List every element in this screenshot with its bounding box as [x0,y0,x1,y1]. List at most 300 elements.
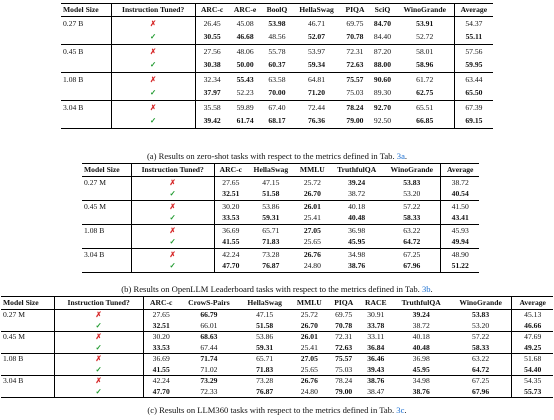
score-cell: 65.71 [247,225,294,237]
score-cell: 45.13 [524,310,542,320]
score-cell: 36.98 [330,225,383,237]
score-cell: 65.71 [239,354,290,365]
table-row [82,213,479,225]
score-cell: 39.42 [195,115,229,129]
column-header: ARC-c [214,164,247,177]
score-cell: 84.70 [373,18,391,28]
score-cell: 30.20 [214,201,247,213]
column-header: WinoGrande [383,164,441,177]
column-header: ARC-e [229,4,262,17]
score-cell: 88.00 [373,60,391,70]
score-cell: 26.01 [290,332,328,343]
cross-icon: ✗ [54,376,143,387]
table-row [1,365,553,376]
score-cell: 25.65 [300,364,318,374]
score-cell: 49.94 [451,237,469,247]
score-cell: 70.78 [335,320,353,330]
checkmark-icon: ✓ [54,365,143,376]
score-cell: 72.63 [346,60,364,70]
score-cell: 58.33 [450,343,512,354]
score-cell: 38.72 [348,189,366,199]
table-row [82,249,479,261]
score-cell: 25.65 [303,237,321,247]
score-cell: 41.50 [441,201,479,213]
score-cell: 70.78 [346,32,364,42]
cross-icon: ✗ [111,17,195,31]
cross-icon: ✗ [131,249,214,261]
score-cell: 53.86 [247,201,294,213]
score-cell: 76.87 [247,261,294,273]
score-cell: 53.83 [383,177,441,189]
score-cell: 58.01 [396,45,455,59]
score-cell: 39.24 [412,310,430,320]
score-cell: 66.79 [200,310,218,320]
score-cell: 66.01 [200,320,218,330]
score-cell: 69.75 [335,310,353,320]
score-cell: 25.41 [300,342,318,352]
score-cell: 33.53 [152,342,170,352]
cross-icon: ✗ [131,177,214,189]
table-reference-link[interactable]: 3a [396,151,405,161]
score-cell: 30.55 [203,32,221,42]
score-cell: 63.58 [262,73,293,87]
score-cell: 64.72 [383,237,441,249]
score-cell: 67.44 [200,342,218,352]
model-size-cell: 0.27 B [61,17,111,31]
score-cell: 36.98 [393,354,450,365]
score-cell: 71.83 [262,237,280,247]
score-cell: 41.55 [222,237,240,247]
model-size-cell [1,343,54,354]
score-cell: 26.45 [203,18,221,28]
score-cell: 45.08 [236,18,254,28]
score-cell: 26.70 [303,189,321,199]
model-size-cell: 1.08 B [82,225,131,237]
zero-shot-results-table [61,3,493,129]
table-reference-link[interactable]: 3b [421,284,431,294]
column-header: Instruction Tuned? [54,297,143,310]
score-cell: 47.15 [256,310,274,320]
score-cell: 49.25 [524,342,542,352]
model-size-cell: 0.27 M [82,177,131,189]
caption-text: (c) Results on LLM360 tasks with respect to the metrics defined in Tab. [147,405,397,415]
score-cell: 64.72 [450,365,512,376]
score-cell: 70.00 [268,88,286,98]
score-cell: 38.76 [359,376,393,387]
model-size-cell [61,115,111,129]
model-size-cell [82,213,131,225]
model-size-cell [61,31,111,45]
model-size-cell [82,189,131,201]
checkmark-icon: ✓ [111,31,195,45]
score-cell: 59.95 [465,60,483,70]
checkmark-icon: ✓ [54,321,143,332]
checkmark-icon: ✓ [131,261,214,273]
column-header: TruthfulQA [330,164,383,177]
score-cell: 71.20 [307,88,326,98]
openllm-results-table [82,163,479,273]
score-cell: 33.78 [367,320,385,330]
score-cell: 48.56 [268,32,286,42]
table-row [61,59,493,73]
cross-icon: ✗ [111,45,195,59]
score-cell: 47.70 [143,387,179,398]
score-cell: 43.41 [451,213,469,223]
column-header: RACE [359,297,393,310]
score-cell: 79.00 [341,115,370,129]
score-cell: 57.56 [454,45,493,59]
checkmark-icon: ✓ [111,87,195,101]
column-header: Average [454,4,493,17]
score-cell: 34.98 [393,376,450,387]
score-cell: 78.24 [328,376,358,387]
model-size-cell: 0.45 M [1,332,54,343]
score-cell: 38.72 [412,320,430,330]
score-cell: 27.05 [295,225,331,237]
column-header: WinoGrande [450,297,512,310]
score-cell: 62.75 [396,87,455,101]
model-size-cell [1,387,54,398]
score-cell: 72.44 [292,101,340,115]
score-cell: 51.22 [441,261,479,273]
score-cell: 51.58 [262,189,280,199]
score-cell: 73.29 [179,376,239,387]
score-cell: 65.50 [465,88,483,98]
table-row [1,343,553,354]
score-cell: 67.96 [450,387,512,398]
score-cell: 67.96 [383,261,441,273]
score-cell: 30.20 [143,332,179,343]
score-cell: 54.40 [524,364,542,374]
table-row [1,332,553,343]
model-size-cell: 3.04 B [1,376,54,387]
score-cell: 92.70 [369,101,395,115]
column-header: MMLU [290,297,328,310]
score-cell: 38.72 [451,177,469,187]
score-cell: 34.98 [330,249,383,261]
score-cell: 38.76 [330,261,383,273]
score-cell: 40.18 [330,201,383,213]
score-cell: 26.76 [290,376,328,387]
checkmark-icon: ✓ [111,59,195,73]
score-cell: 38.76 [393,387,450,398]
score-cell: 47.69 [512,332,553,343]
score-cell: 63.22 [383,225,441,237]
zero-shot-results-caption [0,151,554,161]
score-cell: 75.03 [346,88,364,98]
score-cell: 71.02 [200,364,218,374]
table-row [82,225,479,237]
column-header: Model Size [1,297,54,310]
score-cell: 36.84 [367,342,385,352]
score-cell: 54.37 [465,18,483,28]
score-cell: 36.69 [143,354,179,365]
score-cell: 54.35 [512,376,553,387]
model-size-cell: 0.45 B [61,45,111,59]
model-size-cell: 3.04 B [82,249,131,261]
score-cell: 36.46 [359,354,393,365]
model-size-cell: 0.27 M [1,310,54,321]
score-cell: 67.40 [262,101,293,115]
table-row [82,237,479,249]
column-header: Instruction Tuned? [131,164,214,177]
cross-icon: ✗ [111,101,195,115]
score-cell: 72.63 [335,342,353,352]
score-cell: 59.31 [262,213,280,223]
model-size-cell [82,237,131,249]
score-cell: 46.68 [236,32,254,42]
score-cell: 52.23 [236,88,254,98]
score-cell: 53.83 [450,310,512,321]
score-cell: 53.20 [450,321,512,332]
column-header: CrowS-Pairs [179,297,239,310]
score-cell: 60.37 [268,60,286,70]
score-cell: 50.00 [236,60,254,70]
score-cell: 67.25 [383,249,441,261]
model-size-cell [82,261,131,273]
score-cell: 40.54 [451,189,469,199]
checkmark-icon: ✓ [111,115,195,129]
score-cell: 79.00 [328,387,358,398]
header-row [1,297,553,310]
column-header: Average [441,164,479,177]
table-row [61,31,493,45]
column-header: Instruction Tuned? [111,4,195,17]
score-cell: 40.48 [412,342,430,352]
score-cell: 72.31 [328,332,358,343]
score-cell: 25.72 [300,310,318,320]
score-cell: 76.36 [292,115,340,129]
model-size-cell: 3.04 B [61,101,111,115]
score-cell: 27.56 [195,45,229,59]
score-cell: 47.15 [262,177,280,187]
checkmark-icon: ✓ [131,189,214,201]
score-cell: 58.96 [396,59,455,73]
column-header: HellaSwag [239,297,290,310]
score-cell: 32.34 [195,73,229,87]
score-cell: 45.93 [441,225,479,237]
column-header: WinoGrande [396,4,455,17]
table-row [82,261,479,273]
score-cell: 32.51 [222,189,240,199]
score-cell: 33.11 [359,332,393,343]
caption-text: (a) Results on zero-shot tasks with respect to the metrics defined in Tab. [146,151,397,161]
score-cell: 68.63 [179,332,239,343]
score-cell: 57.22 [450,332,512,343]
checkmark-icon: ✓ [131,213,214,225]
score-cell: 45.95 [412,364,430,374]
model-size-cell: 1.08 B [1,354,54,365]
cross-icon: ✗ [54,354,143,365]
score-cell: 26.76 [295,249,331,261]
score-cell: 46.66 [524,320,542,330]
score-cell: 42.24 [143,376,179,387]
column-header: MMLU [295,164,331,177]
column-header: TruthfulQA [393,297,450,310]
openllm-results-caption [0,284,554,294]
score-cell: 58.33 [383,213,441,225]
score-cell: 38.47 [359,387,393,398]
score-cell: 76.87 [239,387,290,398]
caption-end: . [430,284,433,294]
score-cell: 67.39 [454,101,493,115]
checkmark-icon: ✓ [54,387,143,398]
table-row [1,321,553,332]
score-cell: 53.86 [239,332,290,343]
score-cell: 59.89 [229,101,262,115]
score-cell: 26.70 [300,320,318,330]
column-header: SciQ [369,4,395,17]
score-cell: 66.85 [396,115,455,129]
score-cell: 71.83 [256,364,274,374]
checkmark-icon: ✓ [131,237,214,249]
column-header: HellaSwag [292,4,340,17]
score-cell: 64.81 [292,73,340,87]
cross-icon: ✗ [131,225,214,237]
score-cell: 63.22 [450,354,512,365]
model-size-cell [61,59,111,73]
header-row [61,4,493,17]
column-header: ARC-c [195,4,229,17]
score-cell: 32.51 [152,320,170,330]
model-size-cell: 1.08 B [61,73,111,87]
table-row [1,310,553,321]
score-cell: 92.50 [369,115,395,129]
score-cell: 55.43 [229,73,262,87]
score-cell: 57.22 [383,201,441,213]
score-cell: 55.78 [262,45,293,59]
model-size-cell [61,87,111,101]
caption-text: (b) Results on OpenLLM Leaderboard tasks with respect to the metrics defined in Tab. [121,284,422,294]
score-cell: 48.90 [441,249,479,261]
score-cell: 59.34 [307,60,326,70]
score-cell: 30.38 [203,60,221,70]
score-cell: 41.55 [152,364,170,374]
column-header: Average [512,297,553,310]
score-cell: 69.75 [346,18,364,28]
score-cell: 65.51 [396,101,455,115]
score-cell: 69.15 [454,115,493,129]
score-cell: 63.44 [454,73,493,87]
score-cell: 52.72 [396,31,455,45]
model-size-cell [1,321,54,332]
score-cell: 72.31 [341,45,370,59]
score-cell: 51.58 [256,320,274,330]
score-cell: 45.95 [348,237,366,247]
score-cell: 46.71 [307,18,326,28]
score-cell: 71.74 [179,354,239,365]
score-cell: 33.53 [222,213,240,223]
score-cell: 26.01 [295,201,331,213]
score-cell: 35.58 [195,101,229,115]
score-cell: 37.97 [203,88,221,98]
score-cell: 24.80 [295,261,331,273]
table-row [1,376,553,387]
table-row [61,115,493,129]
score-cell: 75.57 [341,73,370,87]
table-row [61,87,493,101]
score-cell: 68.17 [262,115,293,129]
score-cell: 75.03 [335,364,353,374]
score-cell: 61.72 [396,73,455,87]
score-cell: 39.43 [367,364,385,374]
model-size-cell [1,365,54,376]
table-row [61,17,493,31]
llm360-results-table [1,296,553,398]
table-row [1,354,553,365]
score-cell: 84.40 [373,32,391,42]
score-cell: 40.18 [393,332,450,343]
cross-icon: ✗ [54,310,143,321]
score-cell: 89.30 [373,88,391,98]
score-cell: 53.97 [292,45,340,59]
llm360-results-caption [0,405,554,415]
column-header: HellaSwag [247,164,294,177]
table-reference-link[interactable]: 3c [396,405,405,415]
table-row [61,73,493,87]
cross-icon: ✗ [111,73,195,87]
score-cell: 36.69 [214,225,247,237]
table-row [61,101,493,115]
score-cell: 90.60 [369,73,395,87]
score-cell: 73.28 [239,376,290,387]
column-header: PIQA [341,4,370,17]
score-cell: 24.80 [290,387,328,398]
column-header: PIQA [328,297,358,310]
checkmark-icon: ✓ [54,343,143,354]
score-cell: 27.65 [152,310,170,320]
score-cell: 87.20 [369,45,395,59]
score-cell: 40.48 [348,213,366,223]
score-cell: 67.25 [450,376,512,387]
score-cell: 52.07 [307,32,326,42]
score-cell: 39.24 [348,177,366,187]
score-cell: 59.31 [256,342,274,352]
score-cell: 73.28 [247,249,294,261]
score-cell: 61.74 [229,115,262,129]
score-cell: 27.05 [290,354,328,365]
table-row [82,177,479,189]
table-row [61,45,493,59]
score-cell: 48.06 [229,45,262,59]
score-cell: 47.70 [214,261,247,273]
score-cell: 75.57 [328,354,358,365]
score-cell: 25.41 [303,213,321,223]
table-row [82,201,479,213]
cross-icon: ✗ [54,332,143,343]
score-cell: 53.91 [396,17,455,31]
column-header: ARC-c [143,297,179,310]
score-cell: 53.98 [268,18,286,28]
score-cell: 51.68 [512,354,553,365]
header-row [82,164,479,177]
table-row [1,387,553,398]
score-cell: 25.72 [303,177,321,187]
score-cell: 78.24 [341,101,370,115]
score-cell: 72.33 [179,387,239,398]
score-cell: 55.73 [512,387,553,398]
score-cell: 30.91 [367,310,385,320]
caption-end: . [404,151,408,161]
column-header: Model Size [61,4,111,17]
model-size-cell: 0.45 M [82,201,131,213]
score-cell: 27.65 [222,177,240,187]
score-cell: 53.20 [383,189,441,201]
column-header: BoolQ [262,4,293,17]
column-header: Model Size [82,164,131,177]
cross-icon: ✗ [131,201,214,213]
caption-end: . [404,405,407,415]
